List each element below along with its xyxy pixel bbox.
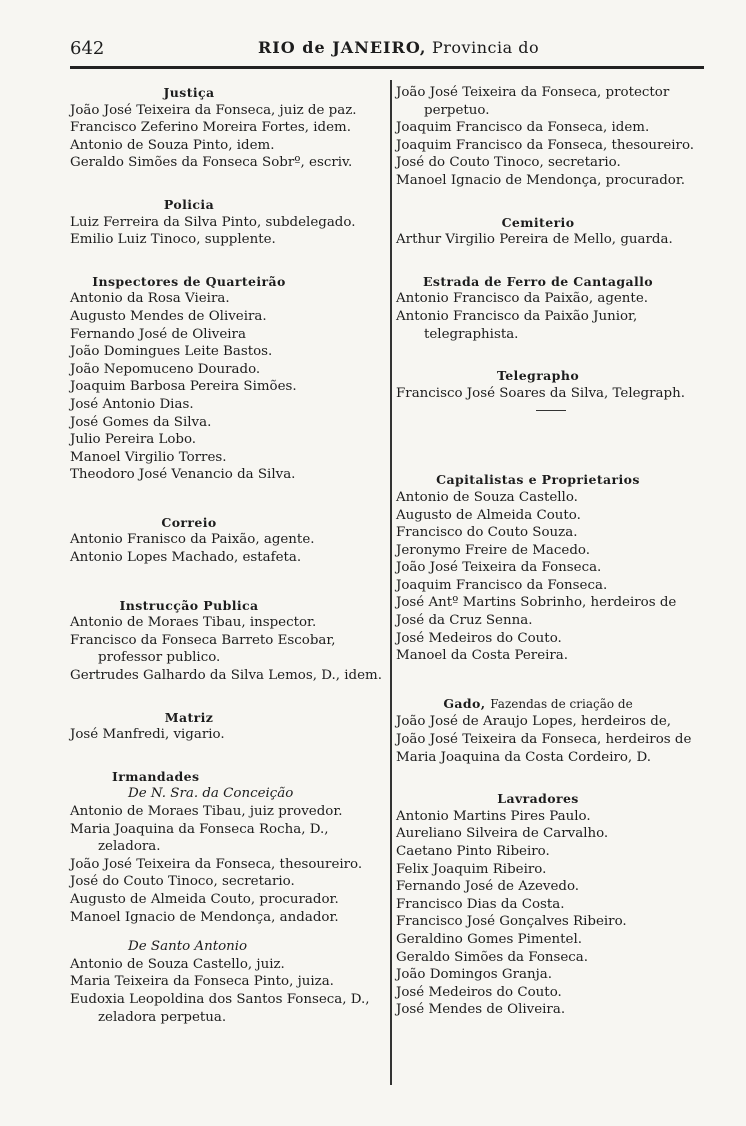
list-item: José Manfredi, vigario. [70,727,225,743]
province-label: Provincia do [431,38,540,57]
list-item: Geraldo Simões da Fonseca Sobrº, escriv. [70,155,353,171]
list-item: Francisco do Couto Souza. [396,525,578,541]
list-item: José do Couto Tinoco, secretario. [396,155,621,171]
column-divider [390,80,392,1085]
list-item: Manoel Virgilio Torres. [70,449,227,465]
list-item: José Gomes da Silva. [70,414,212,430]
list-item: José Medeiros do Couto. [396,984,562,1000]
list-item: Emilio Luiz Tinoco, supplente. [70,232,276,248]
section-irmandade-continued [396,84,710,190]
list-item: Geraldino Gomes Pimentel. [396,931,582,947]
list-item: Luiz Ferreira da Silva Pinto, subdelegado. [70,214,356,230]
section-justica [70,84,388,172]
list-item: José da Cruz Senna. [396,613,533,629]
list-item: José Mendes de Oliveira. [396,1002,566,1018]
list-item: José Antº Martins Sobrinho, herdeiros de [396,595,677,611]
list-item: Antonio Martins Pires Paulo. [396,808,591,824]
page-number: 642 [70,38,105,59]
section-heading: Correio [161,514,217,530]
section-correio [70,514,388,567]
section-inspectores [70,273,388,484]
list-item: João José Teixeira da Fonseca, thesoureiro. [70,856,363,872]
section-heading: Matriz [164,709,214,725]
list-item: Francisco José Soares da Silva, Telegraph. [396,385,685,401]
list-item: Antonio de Souza Castello. [396,489,578,505]
list-item: Aureliano Silveira de Carvalho. [396,826,609,842]
list-item: Francisco Dias da Costa. [396,896,565,912]
city-name: RIO de JANEIRO, [258,38,427,57]
list-item: Maria Teixeira da Fonseca Pinto, juiza. [70,974,334,990]
subsection-heading: De Santo Antonio [128,939,248,955]
section-heading: Irmandades [112,768,200,784]
list-item: Maria Joaquina da Costa Cordeiro, D. [396,749,651,765]
section-heading: Capitalistas e Proprietarios [436,472,640,488]
gado-title: Gado, [443,695,486,711]
list-item: Theodoro José Venancio da Silva. [70,467,296,483]
list-item: João José de Araujo Lopes, herdeiros de, [396,714,672,730]
list-item: Julio Pereira Lobo. [70,432,197,448]
left-column [70,84,388,1026]
list-item: Francisco José Gonçalves Ribeiro. [396,914,627,930]
section-instrucao [70,597,388,685]
list-item: Fernando José de Azevedo. [396,879,580,895]
section-estrada-ferro [396,273,710,343]
list-item: Joaquim Francisco da Fonseca, idem. [396,120,650,136]
section-policia [70,196,388,249]
list-item: Joaquim Barbosa Pereira Simões. [70,379,297,395]
list-item: João Nepomuceno Dourado. [70,361,261,377]
list-item: Joaquim Francisco da Fonseca, thesoureiro. [396,137,695,153]
list-item: Augusto Mendes de Oliveira. [70,308,267,324]
list-item: Manoel da Costa Pereira. [396,648,569,664]
list-item: Augusto de Almeida Couto. [396,507,581,523]
section-heading: Policia [163,196,215,212]
list-item: Geraldo Simões da Fonseca. [396,949,589,965]
section-heading: Estrada de Ferro de Cantagallo [423,273,653,289]
section-heading: Lavradores [497,791,579,807]
section-irmandades [70,768,388,1026]
list-item: Jeronymo Freire de Macedo. [396,542,590,558]
list-item: Manoel Ignacio de Mendonça, procurador. [396,172,686,188]
list-item: João José Teixeira da Fonseca, protector perpetuo. [396,85,670,118]
list-item: Felix Joaquim Ribeiro. [396,861,547,877]
list-item: Augusto de Almeida Couto, procurador. [70,891,339,907]
list-item: Fernando José de Oliveira [70,326,246,342]
list-item: José Medeiros do Couto. [396,630,562,646]
list-item: João José Teixeira da Fonseca. [396,560,602,576]
section-heading [396,695,710,714]
list-item: Antonio de Moraes Tibau, inspector. [70,615,317,631]
section-gado [396,695,710,766]
list-item: Eudoxia Leopoldina dos Santos Fonseca, D., zeladora perpetua. [70,991,370,1025]
section-telegrapho [396,367,710,411]
section-matriz [70,709,388,744]
list-item: João Domingos Granja. [396,967,552,983]
list-item: João José Teixeira da Fonseca, herdeiros de [396,732,692,748]
section-heading: Instrucção Publica [119,597,259,613]
list-item: Arthur Virgilio Pereira de Mello, guarda. [396,232,673,248]
list-item: Antonio de Souza Pinto, idem. [70,137,275,153]
section-heading: Cemiterio [501,214,575,230]
section-heading: Justiça [163,85,215,100]
list-item: Joaquim Francisco da Fonseca. [396,577,608,593]
list-item: Manoel Ignacio de Mendonça, andador. [70,909,339,925]
list-item: José do Couto Tinoco, secretario. [70,874,295,890]
list-item: Caetano Pinto Ribeiro. [396,844,550,859]
list-item: José Antonio Dias. [70,396,194,412]
list-item: João Domingues Leite Bastos. [70,344,273,360]
list-item: Antonio Francisco da Paixão, agente. [396,291,648,307]
list-item: Francisco Zeferino Moreira Fortes, idem. [70,120,351,136]
gado-note: Fazendas de criação de [490,696,633,711]
list-item: Antonio da Rosa Vieira. [70,291,230,307]
section-capitalistas [396,471,710,665]
list-item: Antonio de Souza Castello, juiz. [70,956,285,972]
list-item: Antonio Francisco da Paixão Junior, telegraphista. [396,308,638,342]
list-item: Antonio Lopes Machado, estafeta. [70,550,302,566]
list-item: Maria Joaquina da Fonseca Rocha, D., zeladora. [70,821,329,855]
section-heading: Inspectores de Quarteirão [92,273,286,289]
list-item: João José Teixeira da Fonseca, juiz de paz. [70,102,357,118]
page-header [70,36,704,62]
list-item: Antonio de Moraes Tibau, juiz provedor. [70,804,343,819]
list-item: Antonio Franisco da Paixão, agente. [70,532,315,548]
page-title [258,38,539,57]
right-column [396,84,710,1019]
section-heading: Telegrapho [496,368,580,384]
list-item: Gertrudes Galhardo da Silva Lemos, D., idem. [70,668,382,684]
section-lavradores [396,790,710,1019]
section-cemiterio [396,214,710,249]
list-item: Francisco da Fonseca Barreto Escobar, professor publico. [70,632,336,666]
subsection-heading: De N. Sra. da Conceição [128,786,294,802]
header-rule [70,66,704,69]
